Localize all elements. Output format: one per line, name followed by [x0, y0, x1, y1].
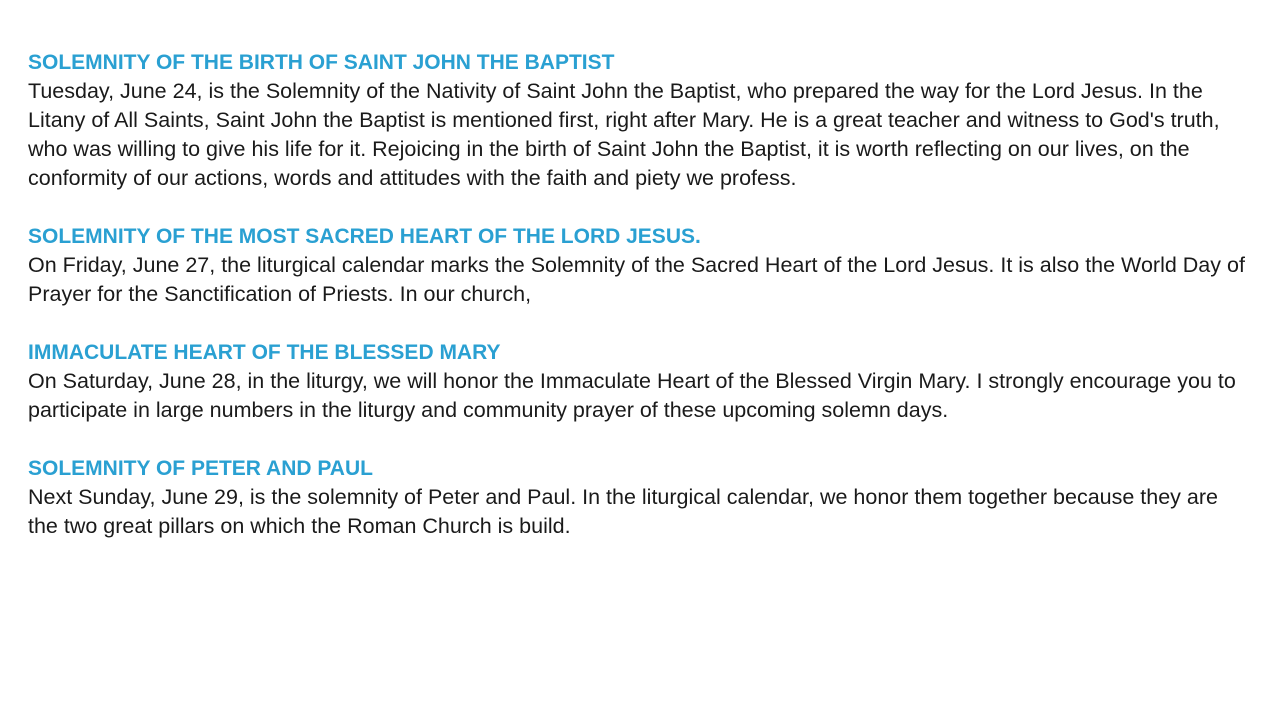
section-heading: SOLEMNITY OF THE MOST SACRED HEART OF THE LORD JESUS.: [28, 225, 701, 248]
section-heading: SOLEMNITY OF THE BIRTH OF SAINT JOHN THE BAPTIST: [28, 51, 615, 74]
section-body: On Friday, June 27, the liturgical calendar marks the Solemnity of the Sacred Heart of the Lord Jesus. It is also the World Day of Prayer for the Sanctification of Priests. In our church,: [28, 253, 1245, 306]
section-body: Next Sunday, June 29, is the solemnity of Peter and Paul. In the liturgical calendar, we honor them together because they are the two great pillars on which the Roman Church is build.: [28, 485, 1218, 538]
section-heading: IMMACULATE HEART OF THE BLESSED MARY: [28, 341, 501, 364]
section-birth-of-john-the-baptist: [28, 48, 1248, 193]
section-immaculate-heart: [28, 338, 1248, 425]
section-body: On Saturday, June 28, in the liturgy, we will honor the Immaculate Heart of the Blessed Virgin Mary. I strongly encourage you to participate in large numbers in the liturgy and community prayer of these upcoming solemn days.: [28, 369, 1236, 422]
section-peter-and-paul: [28, 454, 1248, 541]
section-heading: SOLEMNITY OF PETER AND PAUL: [28, 457, 373, 480]
section-sacred-heart: [28, 222, 1248, 309]
section-body: Tuesday, June 24, is the Solemnity of the Nativity of Saint John the Baptist, who prepared the way for the Lord Jesus. In the Litany of All Saints, Saint John the Baptist is mentioned first, right after Mary. He is a great teacher and witness to God's truth, who was willing to give his life for it. Rejoicing in the birth of Saint John the Baptist, it is worth reflecting on our lives, on the conformity of our actions, words and attitudes with the faith and piety we profess.: [28, 79, 1220, 190]
announcements-document: [28, 48, 1248, 541]
